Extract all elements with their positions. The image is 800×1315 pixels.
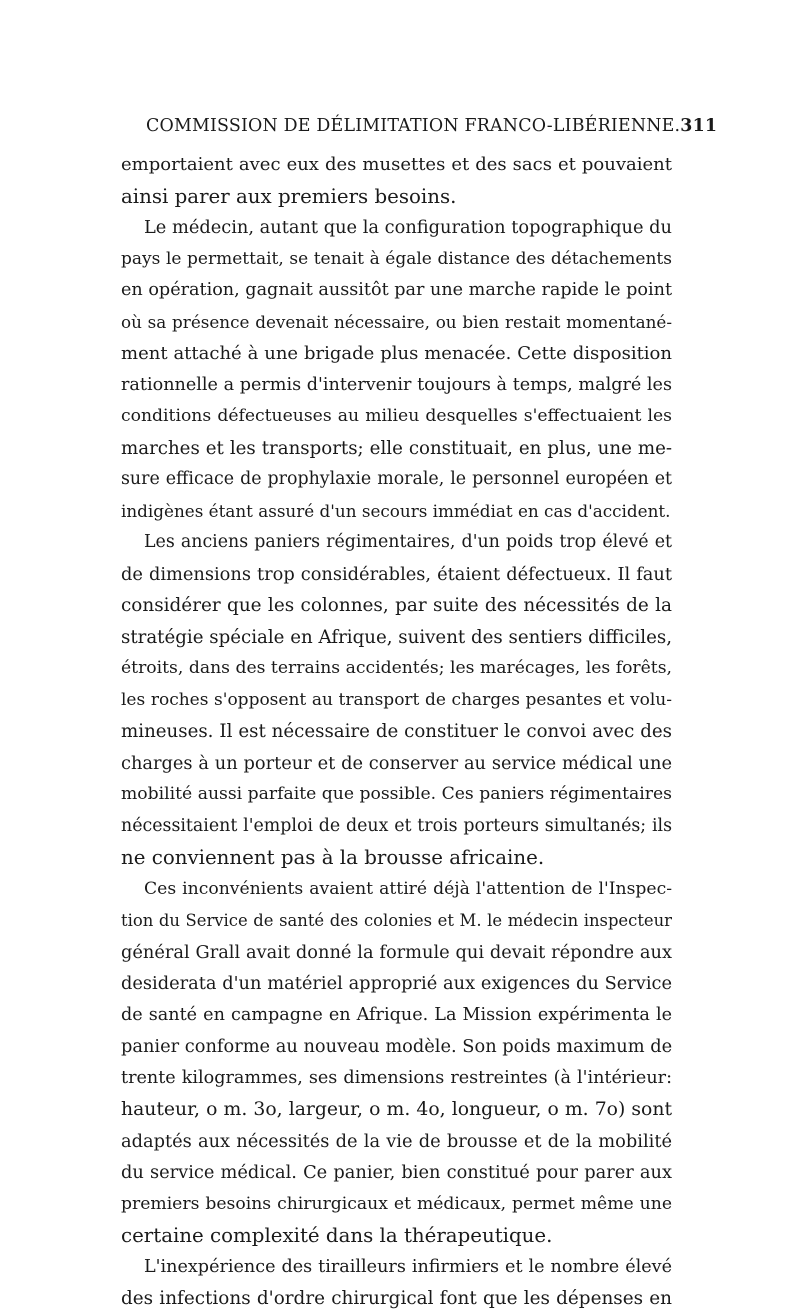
text-line: emportaient avec eux des musettes et des sacs et pouvaient <box>121 154 672 175</box>
text-line: indigènes étant assuré d'un secours immédiat en cas d'accident. <box>121 500 671 521</box>
text-line: Ces inconvénients avaient attiré déjà l'attention de l'Inspec- <box>144 878 672 899</box>
text-line: les roches s'opposent au transport de charges pesantes et volu- <box>121 689 672 710</box>
text-line: Les anciens paniers régimentaires, d'un poids trop élevé et <box>144 532 672 552</box>
running-head <box>146 116 718 142</box>
text-line: sure efficace de prophylaxie morale, le personnel européen et <box>121 469 672 489</box>
text-line: ne conviennent pas à la brousse africaine. <box>121 846 545 869</box>
text-line: premiers besoins chirurgicaux et médicaux, permet même une <box>121 1193 672 1214</box>
text-line: mineuses. Il est nécessaire de constituer le convoi avec des <box>121 721 672 742</box>
text-line: de dimensions trop considérables, étaient défectueux. Il faut <box>121 563 672 585</box>
text-line: étroits, dans des terrains accidentés; les marécages, les forêts, <box>121 658 672 678</box>
text-line: desiderata d'un matériel approprié aux exigences du Service <box>121 973 672 994</box>
page-number: 311 <box>680 116 718 136</box>
text-line: charges à un porteur et de conserver au service médical une <box>121 752 672 774</box>
text-line: ment attaché à une brigade plus menacée. Cette disposition <box>121 343 672 364</box>
text-line: tion du Service de santé des colonies et M. le médecin inspecteur <box>121 911 672 930</box>
text-line: certaine complexité dans la thérapeutique. <box>121 1224 553 1247</box>
text-line: de santé en campagne en Afrique. La Mission expérimenta le <box>121 1004 672 1025</box>
body-text <box>121 149 672 1315</box>
text-line: rationnelle a permis d'intervenir toujours à temps, malgré les <box>121 374 672 395</box>
text-line: du service médical. Ce panier, bien constitué pour parer aux <box>121 1162 672 1183</box>
text-line: des infections d'ordre chirurgical font que les dépenses en <box>121 1288 672 1309</box>
text-line: hauteur, o m. 3o, largeur, o m. 4o, longueur, o m. 7o) sont <box>121 1099 672 1120</box>
text-line: marches et les transports; elle constituait, en plus, une me- <box>121 437 672 459</box>
text-line: mobilité aussi parfaite que possible. Ces paniers régimentaires <box>121 784 672 804</box>
text-line: où sa présence devenait nécessaire, ou bien restait momentané- <box>121 311 672 332</box>
text-line: stratégie spéciale en Afrique, suivent des sentiers difficiles, <box>121 626 672 648</box>
text-line: considérer que les colonnes, par suite des nécessités de la <box>121 595 672 616</box>
text-line: nécessitaient l'emploi de deux et trois porteurs simultanés; ils <box>121 815 672 836</box>
text-line: pays le permettait, se tenait à égale distance des détachements <box>121 248 672 269</box>
text-line: adaptés aux nécessités de la vie de brousse et de la mobilité <box>121 1130 672 1152</box>
text-line: en opération, gagnait aussitôt par une marche rapide le point <box>121 280 673 300</box>
running-title: COMMISSION DE DÉLIMITATION FRANCO-LIBÉRIENNE. <box>146 116 681 136</box>
text-line: Le médecin, autant que la configuration topographique du <box>144 217 673 238</box>
text-line: trente kilogrammes, ses dimensions restreintes (à l'intérieur: <box>121 1067 672 1088</box>
text-line: panier conforme au nouveau modèle. Son poids maximum de <box>121 1036 673 1057</box>
text-line: général Grall avait donné la formule qui devait répondre aux <box>121 941 672 963</box>
text-line: ainsi parer aux premiers besoins. <box>121 184 457 208</box>
text-line: L'inexpérience des tirailleurs infirmiers et le nombre élevé <box>144 1256 672 1277</box>
text-line: conditions défectueuses au milieu desquelles s'effectuaient les <box>121 406 672 426</box>
